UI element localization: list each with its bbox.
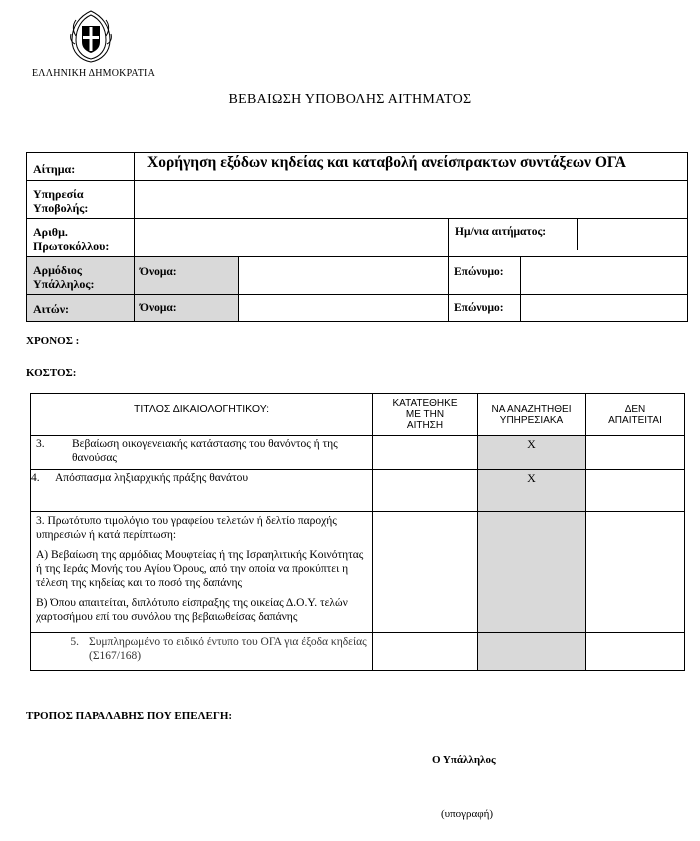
documents-header-row [31,394,685,436]
to-be-requested-cell[interactable] [478,633,586,671]
protocol-number-field[interactable] [135,219,449,257]
request-value: Χορήγηση εξόδων κηδείας και καταβολή ανείσπρακτων συντάξεων ΟΓΑ [135,153,688,181]
not-required-cell[interactable] [586,633,685,671]
table-row [31,633,685,671]
officer-surname-field[interactable] [521,257,688,295]
table-row [31,436,685,470]
not-required-cell[interactable] [586,436,685,470]
time-label: ΧΡΟΝΟΣ : [26,335,80,347]
document-description: 4. Απόσπασμα ληξιαρχικής πράξης θανάτου [31,470,373,512]
submitted-cell[interactable] [373,633,478,671]
document-number: 5. [70,636,79,648]
request-label: Αίτημα: [27,153,135,181]
officer-row [27,257,688,295]
document-description: 3. Πρωτότυπο τιμολόγιο του γραφείου τελετών ή δελτίο παροχής υπηρεσιών ή κατά περίπτωση: Α) Βεβαίωση της αρμόδιας Μουφτείας ή της Ισραηλιτικής Κοινότητας ή της Ιεράς Μονής του Αγίου Όρους, από την οποία να προκύπτει η τέλεση της κηδείας και το ποσό της δαπάνης Β) Όπου απαιτείται, διπλότυπο είσπραξης της οικείας Δ.Ο.Υ. τελών χαρτοσήμου επί του συνόλου της βεβαιωθείσας δαπάνης [31,512,373,633]
officer-label: Αρμόδιος Υπάλληλος: [27,257,135,295]
signature-placeholder: (υπογραφή) [441,808,494,820]
request-date-label: Ημ/νια αιτήματος: [455,226,547,238]
applicant-label: Αιτών: [27,295,135,322]
officer-signature-title: Ο Υπάλληλος [432,754,496,766]
officer-name-label: Όνομα: [135,257,239,295]
header-submitted: ΚΑΤΑΤΕΘΗΚΕ ΜΕ ΤΗΝ ΑΙΤΗΣΗ [373,394,478,436]
not-required-cell[interactable] [586,470,685,512]
applicant-row [27,295,688,322]
submitted-cell[interactable] [373,436,478,470]
not-required-cell[interactable] [586,512,685,633]
greek-coat-of-arms-icon [66,8,116,64]
country-name: ΕΛΛΗΝΙΚΗ ΔΗΜΟΚΡΑΤΙΑ [32,68,155,79]
document-number: 4. [31,472,40,484]
request-date-cell [449,219,688,257]
application-info-table [26,152,688,322]
to-be-requested-cell[interactable]: X [478,436,586,470]
document-title: ΒΕΒΑΙΩΣΗ ΥΠΟΒΟΛΗΣ ΑΙΤΗΜΑΤΟΣ [228,92,472,107]
table-row [31,470,685,512]
header-not-required: ΔΕΝ ΑΠΑΙΤΕΙΤΑΙ [586,394,685,436]
document-description: 5. Συμπληρωμένο το ειδικό έντυπο του ΟΓΑ για έξοδα κηδείας (Σ167/168) [31,633,373,671]
header-to-be-requested: ΝΑ ΑΝΑΖΗΤΗΘΕΙ ΥΠΗΡΕΣΙΑΚΑ [478,394,586,436]
to-be-requested-cell[interactable]: X [478,470,586,512]
table-row [31,512,685,633]
applicant-name-label: Όνομα: [135,295,239,322]
submitted-cell[interactable] [373,512,478,633]
protocol-row [27,219,688,257]
submitted-cell[interactable] [373,470,478,512]
document-number: 3. [36,438,45,450]
protocol-label: Αριθμ. Πρωτοκόλλου: [27,219,135,257]
documents-table [30,393,685,671]
officer-name-field[interactable] [239,257,449,295]
request-row [27,153,688,181]
request-date-field[interactable] [577,219,687,250]
cost-label: ΚΟΣΤΟΣ: [26,367,77,379]
receipt-method-label: ΤΡΟΠΟΣ ΠΑΡΑΛΑΒΗΣ ΠΟΥ ΕΠΕΛΕΓΗ: [26,710,233,722]
service-label: Υπηρεσία Υποβολής: [27,181,135,219]
header-document-title: ΤΙΤΛΟΣ ΔΙΚΑΙΟΛΟΓΗΤΙΚΟΥ: [31,394,373,436]
officer-surname-label: Επώνυμο: [449,257,521,295]
document-description: 3. Βεβαίωση οικογενειακής κατάστασης του θανόντος ή της θανούσας [31,436,373,470]
to-be-requested-cell[interactable] [478,512,586,633]
applicant-surname-field[interactable] [521,295,688,322]
service-row [27,181,688,219]
service-field[interactable] [135,181,688,219]
applicant-surname-label: Επώνυμο: [449,295,521,322]
applicant-name-field[interactable] [239,295,449,322]
